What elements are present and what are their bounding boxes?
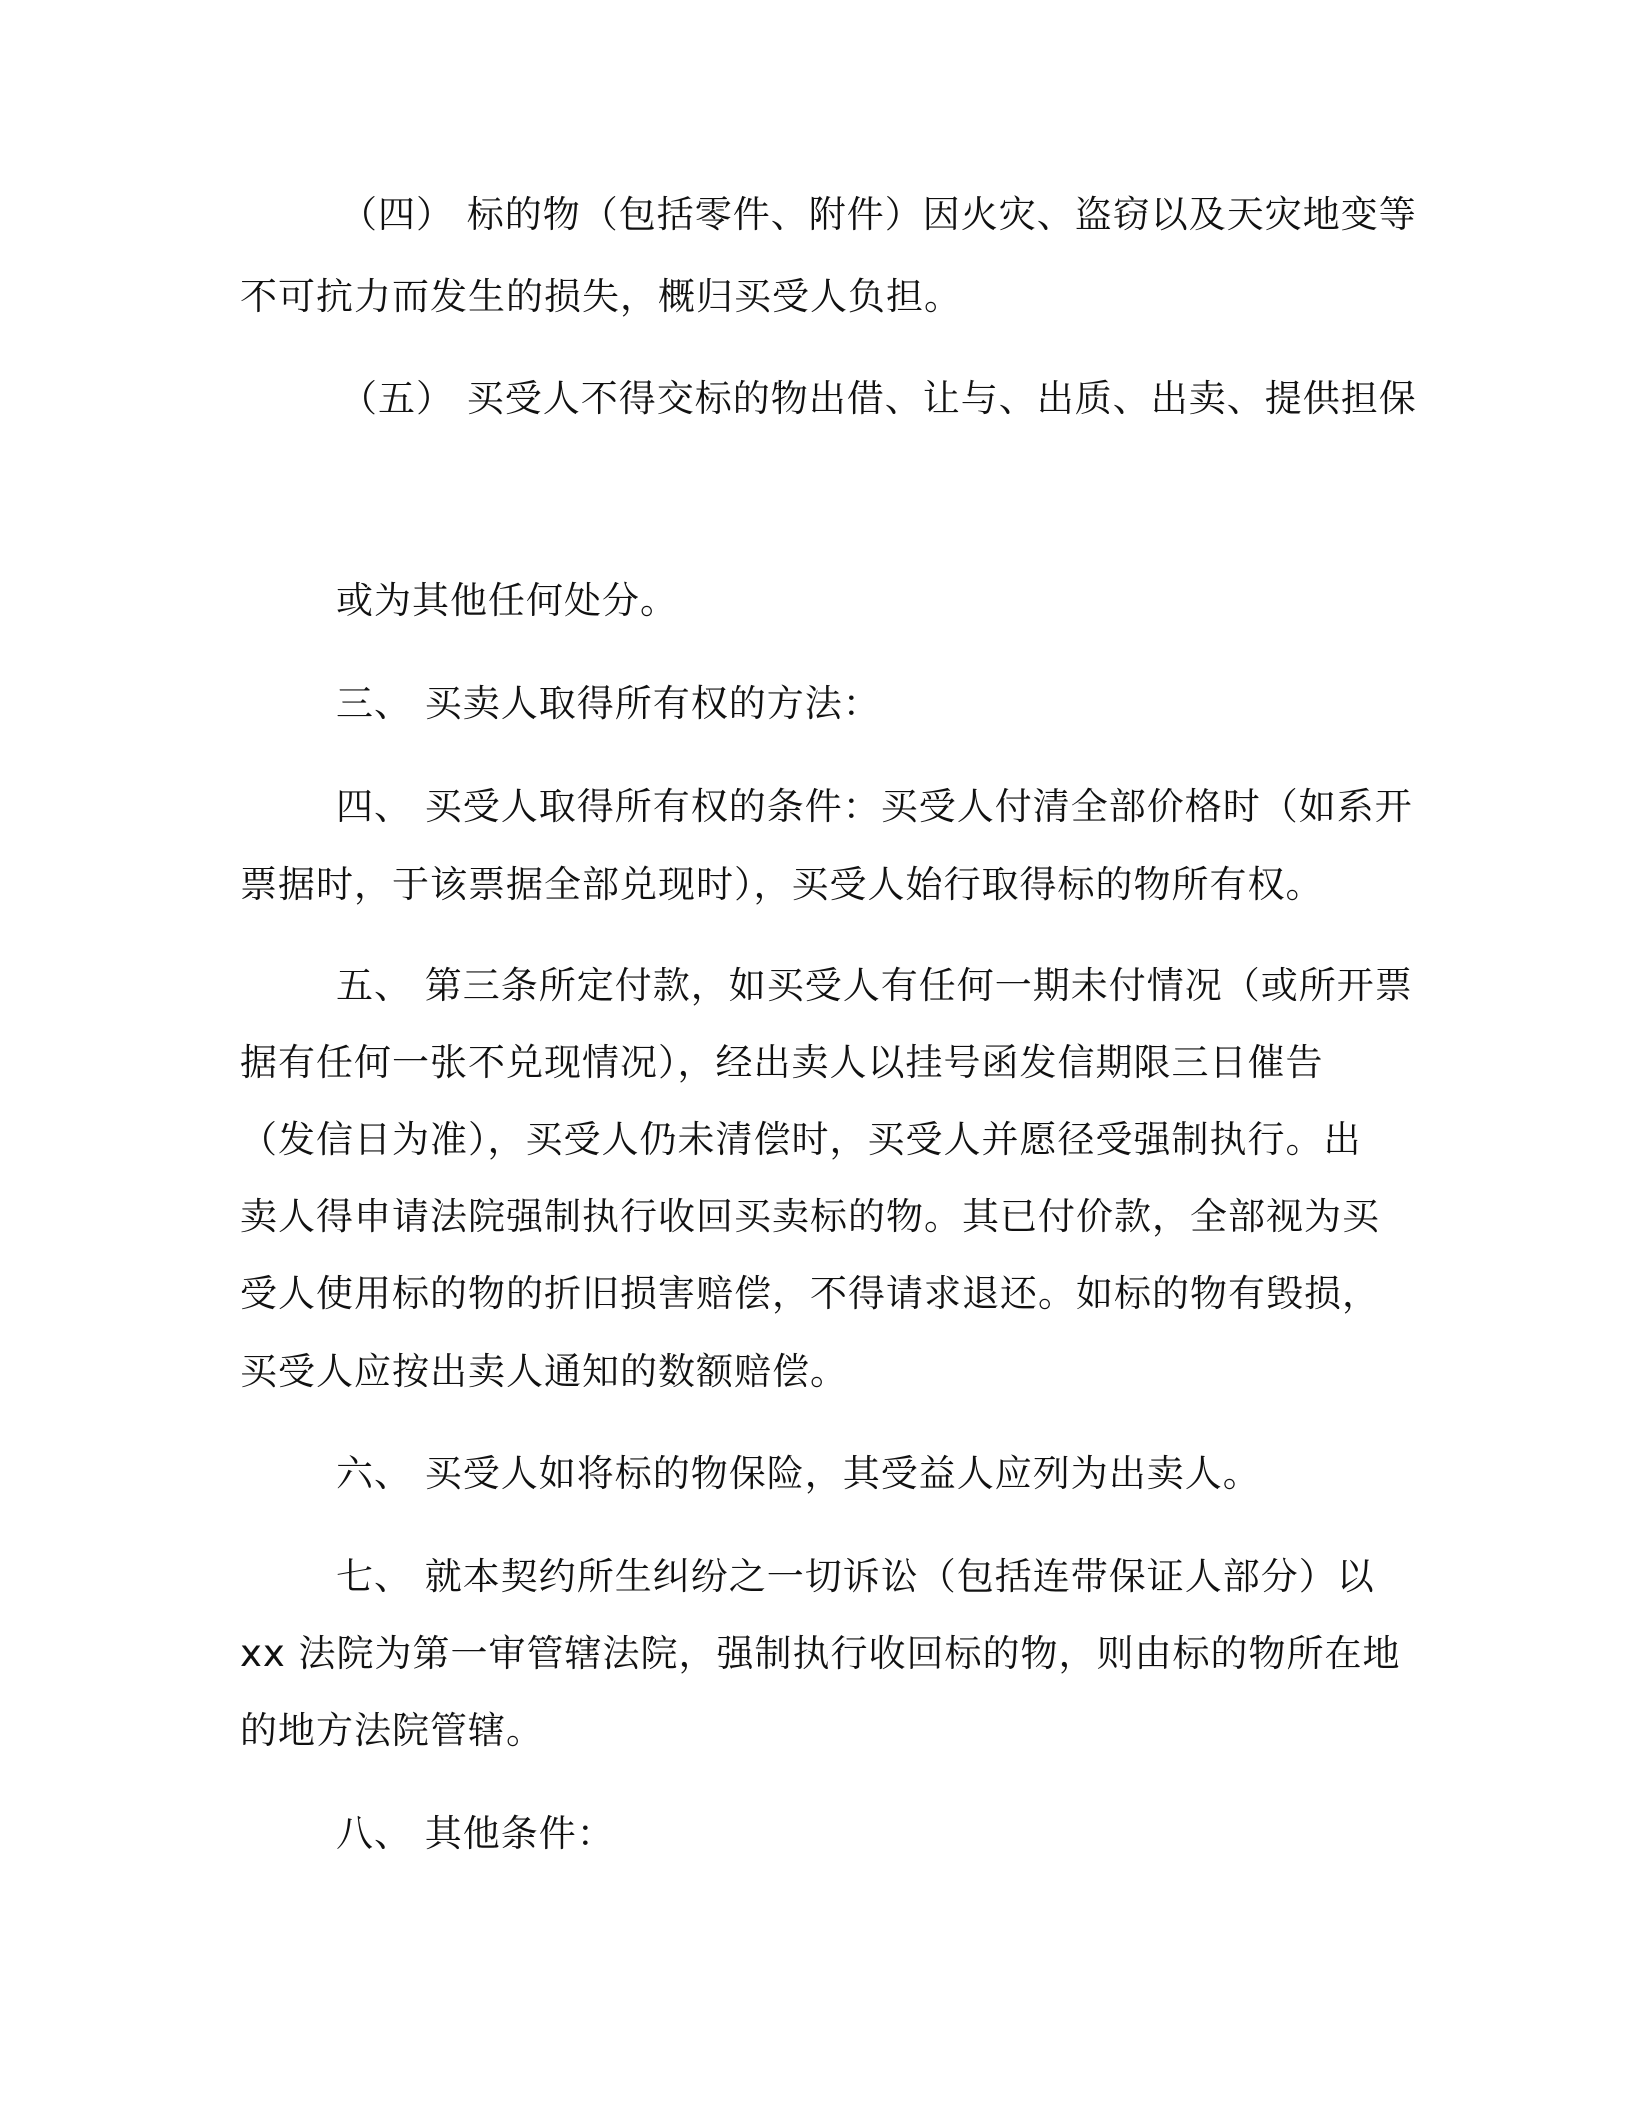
section-5-line-3: （发信日为准），买受人仍未清偿时，买受人并愿径受强制执行。出	[240, 1118, 1362, 1161]
section-6-line: 六、 买受人如将标的物保险，其受益人应列为出卖人。	[336, 1452, 1261, 1495]
section-7-line-2: xx 法院为第一审管辖法院，强制执行收回标的物，则由标的物所在地	[240, 1632, 1401, 1675]
section-3-heading: 三、 买卖人取得所有权的方法：	[336, 682, 881, 725]
section-8-heading: 八、 其他条件：	[336, 1812, 615, 1855]
section-7-line-1: 七、 就本契约所生纠纷之一切诉讼（包括连带保证人部分）以	[336, 1555, 1375, 1598]
section-5-line-4: 卖人得申请法院强制执行收回买卖标的物。其已付价款，全部视为买	[240, 1195, 1380, 1238]
clause-2-4-line-1: （四） 标的物（包括零件、附件）因火灾、盗窃以及天灾地变等	[340, 193, 1417, 236]
clause-2-5-line-2: 或为其他任何处分。	[336, 579, 678, 622]
section-5-line-6: 买受人应按出卖人通知的数额赔偿。	[240, 1350, 848, 1393]
section-4-line-1: 四、 买受人取得所有权的条件：买受人付清全部价格时（如系开	[336, 785, 1413, 828]
clause-2-5-line-1: （五） 买受人不得交标的物出借、让与、出质、出卖、提供担保	[340, 377, 1417, 420]
section-5-line-1: 五、 第三条所定付款，如买受人有任何一期未付情况（或所开票	[336, 964, 1413, 1007]
section-4-line-2: 票据时，于该票据全部兑现时），买受人始行取得标的物所有权。	[240, 863, 1324, 906]
clause-2-4-line-2: 不可抗力而发生的损失，概归买受人负担。	[240, 275, 962, 318]
section-5-line-2: 据有任何一张不兑现情况），经出卖人以挂号函发信期限三日催告	[240, 1041, 1324, 1084]
section-5-line-5: 受人使用标的物的折旧损害赔偿，不得请求退还。如标的物有毁损，	[240, 1272, 1380, 1315]
section-7-line-3: 的地方法院管辖。	[240, 1709, 544, 1752]
